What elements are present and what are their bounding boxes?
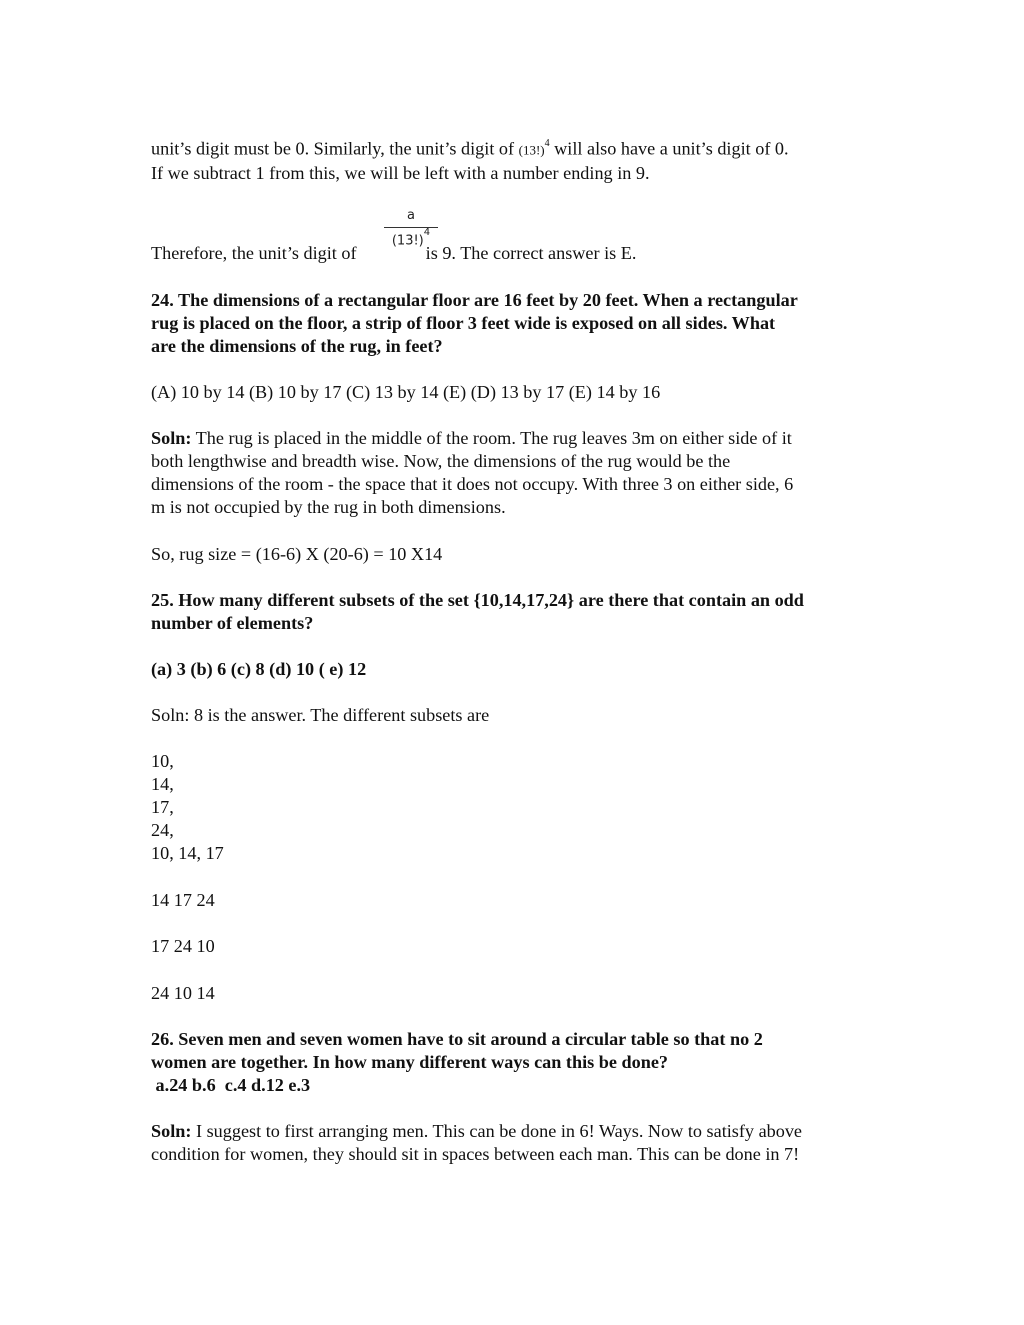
list-item: 10, 14, 17 (151, 843, 224, 863)
question-24: 24. The dimensions of a rectangular floor are 16 feet by 20 feet. When a rectangular rug is placed on the floor, a strip of floor 3 feet wide is exposed on all sides. What are the dimensions of the rug, in feet? (151, 290, 798, 356)
subset-item: 14 17 24 (151, 890, 215, 910)
question-25-solution: Soln: 8 is the answer. The different subsets are (151, 705, 490, 725)
question-26-options: a.24 b.6 c.4 d.12 e.3 (151, 1075, 311, 1095)
subset-item: 17 24 10 (151, 936, 215, 956)
list-item: 14, (151, 774, 174, 794)
list-item: 10, (151, 751, 174, 771)
continuation-line-2: If we subtract 1 from this, we will be left with a number ending in 9. (151, 163, 650, 184)
continuation-line-1: unit’s digit must be 0. Similarly, the unit’s digit of $(13!)^4$ will also have a unit’s digit of 0. (151, 135, 891, 162)
list-item: 17, (151, 797, 174, 817)
fraction-expression: a $(13!)^4$ (384, 208, 438, 248)
subsets-list (151, 750, 891, 865)
question-26-solution: Soln: I suggest to first arranging men. This can be done in 6! Ways. Now to satisfy above condition for women, they should sit in spaces between each man. This can be done in 7! (151, 1121, 802, 1164)
therefore-line: Therefore, the unit’s digit of is 9. The correct answer is E. (151, 243, 637, 263)
factorial-power-expression: $(13!)^4$ (518, 138, 550, 158)
question-25-options: (a) 3 (b) 6 (c) 8 (d) 10 ( e) 12 (151, 659, 367, 679)
soln-label: Soln: (151, 428, 192, 448)
question-26: 26. Seven men and seven women have to sit around a circular table so that no 2 women are together. In how many different ways can this be done? a.24 b.6 c.4 d.12 e.3 (151, 1028, 891, 1097)
continuation-paragraph (151, 135, 891, 185)
list-item: 24, (151, 820, 174, 840)
question-24-result: So, rug size = (16-6) X (20-6) = 10 X14 (151, 544, 443, 564)
question-25: 25. How many different subsets of the set {10,14,17,24} are there that contain an odd number of elements? (151, 590, 804, 633)
question-24-solution: Soln: The rug is placed in the middle of the room. The rug leaves 3m on either side of it both lengthwise and breadth wise. Now, the dimensions of the rug would be the dimensions of the room - the space that it does not occupy. With three 3 on either side, 6 m is not occupied by the rug in both dimensions. (151, 428, 794, 517)
soln-label: Soln: (151, 1121, 192, 1141)
question-24-options: (A) 10 by 14 (B) 10 by 17 (C) 13 by 14 (E) (D) 13 by 17 (E) 14 by 16 (151, 382, 661, 402)
subset-item: 24 10 14 (151, 983, 215, 1003)
